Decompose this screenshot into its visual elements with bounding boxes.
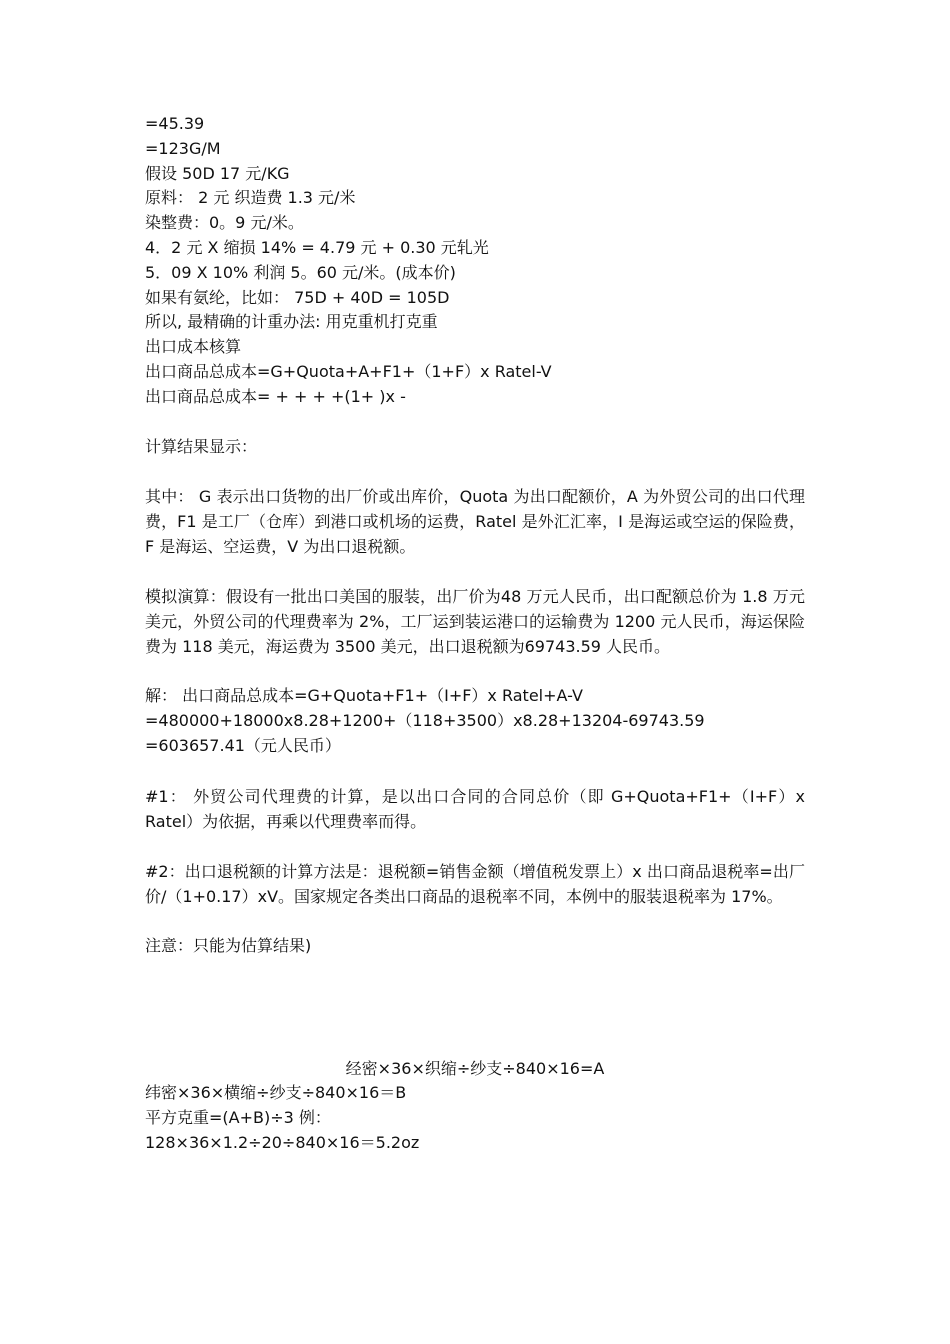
explanation-paragraph: 其中： G 表示出口货物的出厂价或出库价，Quota 为出口配额价，A 为外贸公司的出口代理费，F1 是工厂（仓库）到港口或机场的运费，Ratel 是外汇汇率，I 是海运或空运的保险费，F 是海运、空运费，V 为出口退税额。 (145, 487, 805, 557)
text-line: 5．09 X 10% 利润 5。60 元/米。(成本价) (145, 262, 456, 282)
formula-line: 128×36×1.2÷20÷840×16＝5.2oz (145, 1132, 420, 1152)
solution-line: =480000+18000x8.28+1200+（118+3500）x8.28+13204-69743.59 (145, 711, 705, 731)
solution-line: =603657.41（元人民币） (145, 735, 341, 755)
note-paragraph: #2：出口退税额的计算方法是：退税额=销售金额（增值税发票上）x 出口商品退税率=出厂价/（1+0.17）xV。国家规定各类出口商品的退税率不同，本例中的服装退税率为 17%。 (145, 861, 805, 906)
formula-line: 出口商品总成本=G+Quota+A+F1+（1+F）x Ratel-V (145, 361, 552, 381)
solution-line: 解： 出口商品总成本=G+Quota+F1+（I+F）x Ratel+A-V (145, 686, 583, 706)
note-paragraph: #1： 外贸公司代理费的计算，是以出口合同的合同总价（即 G+Quota+F1+（I+F）x Ratel）为依据，再乘以代理费率而得。 (145, 786, 805, 831)
formula-line: 出口商品总成本= + + + +(1+ )x - (145, 386, 406, 406)
text-line: 染整费：0。9 元/米。 (145, 213, 304, 233)
warning-text: 注意：只能为估算结果) (145, 935, 312, 955)
formula-line: 纬密×36×横缩÷纱支÷840×16＝B (145, 1083, 407, 1103)
formula-centered: 经密×36×织缩÷纱支÷840×16=A (345, 1058, 605, 1078)
document-page (145, 112, 805, 1156)
text-line: 原料： 2 元 织造费 1.3 元/米 (145, 188, 356, 208)
text-line: 假设 50D 17 元/KG (145, 163, 290, 183)
section-heading: 出口成本核算 (145, 337, 242, 357)
calc-result-label: 计算结果显示： (145, 436, 258, 456)
text-line: 4．2 元 X 缩损 14% = 4.79 元 + 0.30 元轧光 (145, 237, 489, 257)
formula-line: 平方克重=(A+B)÷3 例： (145, 1108, 331, 1128)
text-line: =45.39 (145, 114, 205, 133)
text-line: =123G/M (145, 138, 221, 158)
simulation-paragraph: 模拟演算：假设有一批出口美国的服装，出厂价为48 万元人民币，出口配额总价为 1.8 万元美元，外贸公司的代理费率为 2%，工厂运到装运港口的运输费为 1200 元人民币，海运保险费为 118 美元，海运费为 3500 美元，出口退税额为69743.59 人民币。 (145, 587, 805, 657)
text-line: 所以, 最精确的计重办法: 用克重机打克重 (145, 312, 438, 332)
text-line: 如果有氨纶，比如： 75D + 40D = 105D (145, 287, 450, 307)
